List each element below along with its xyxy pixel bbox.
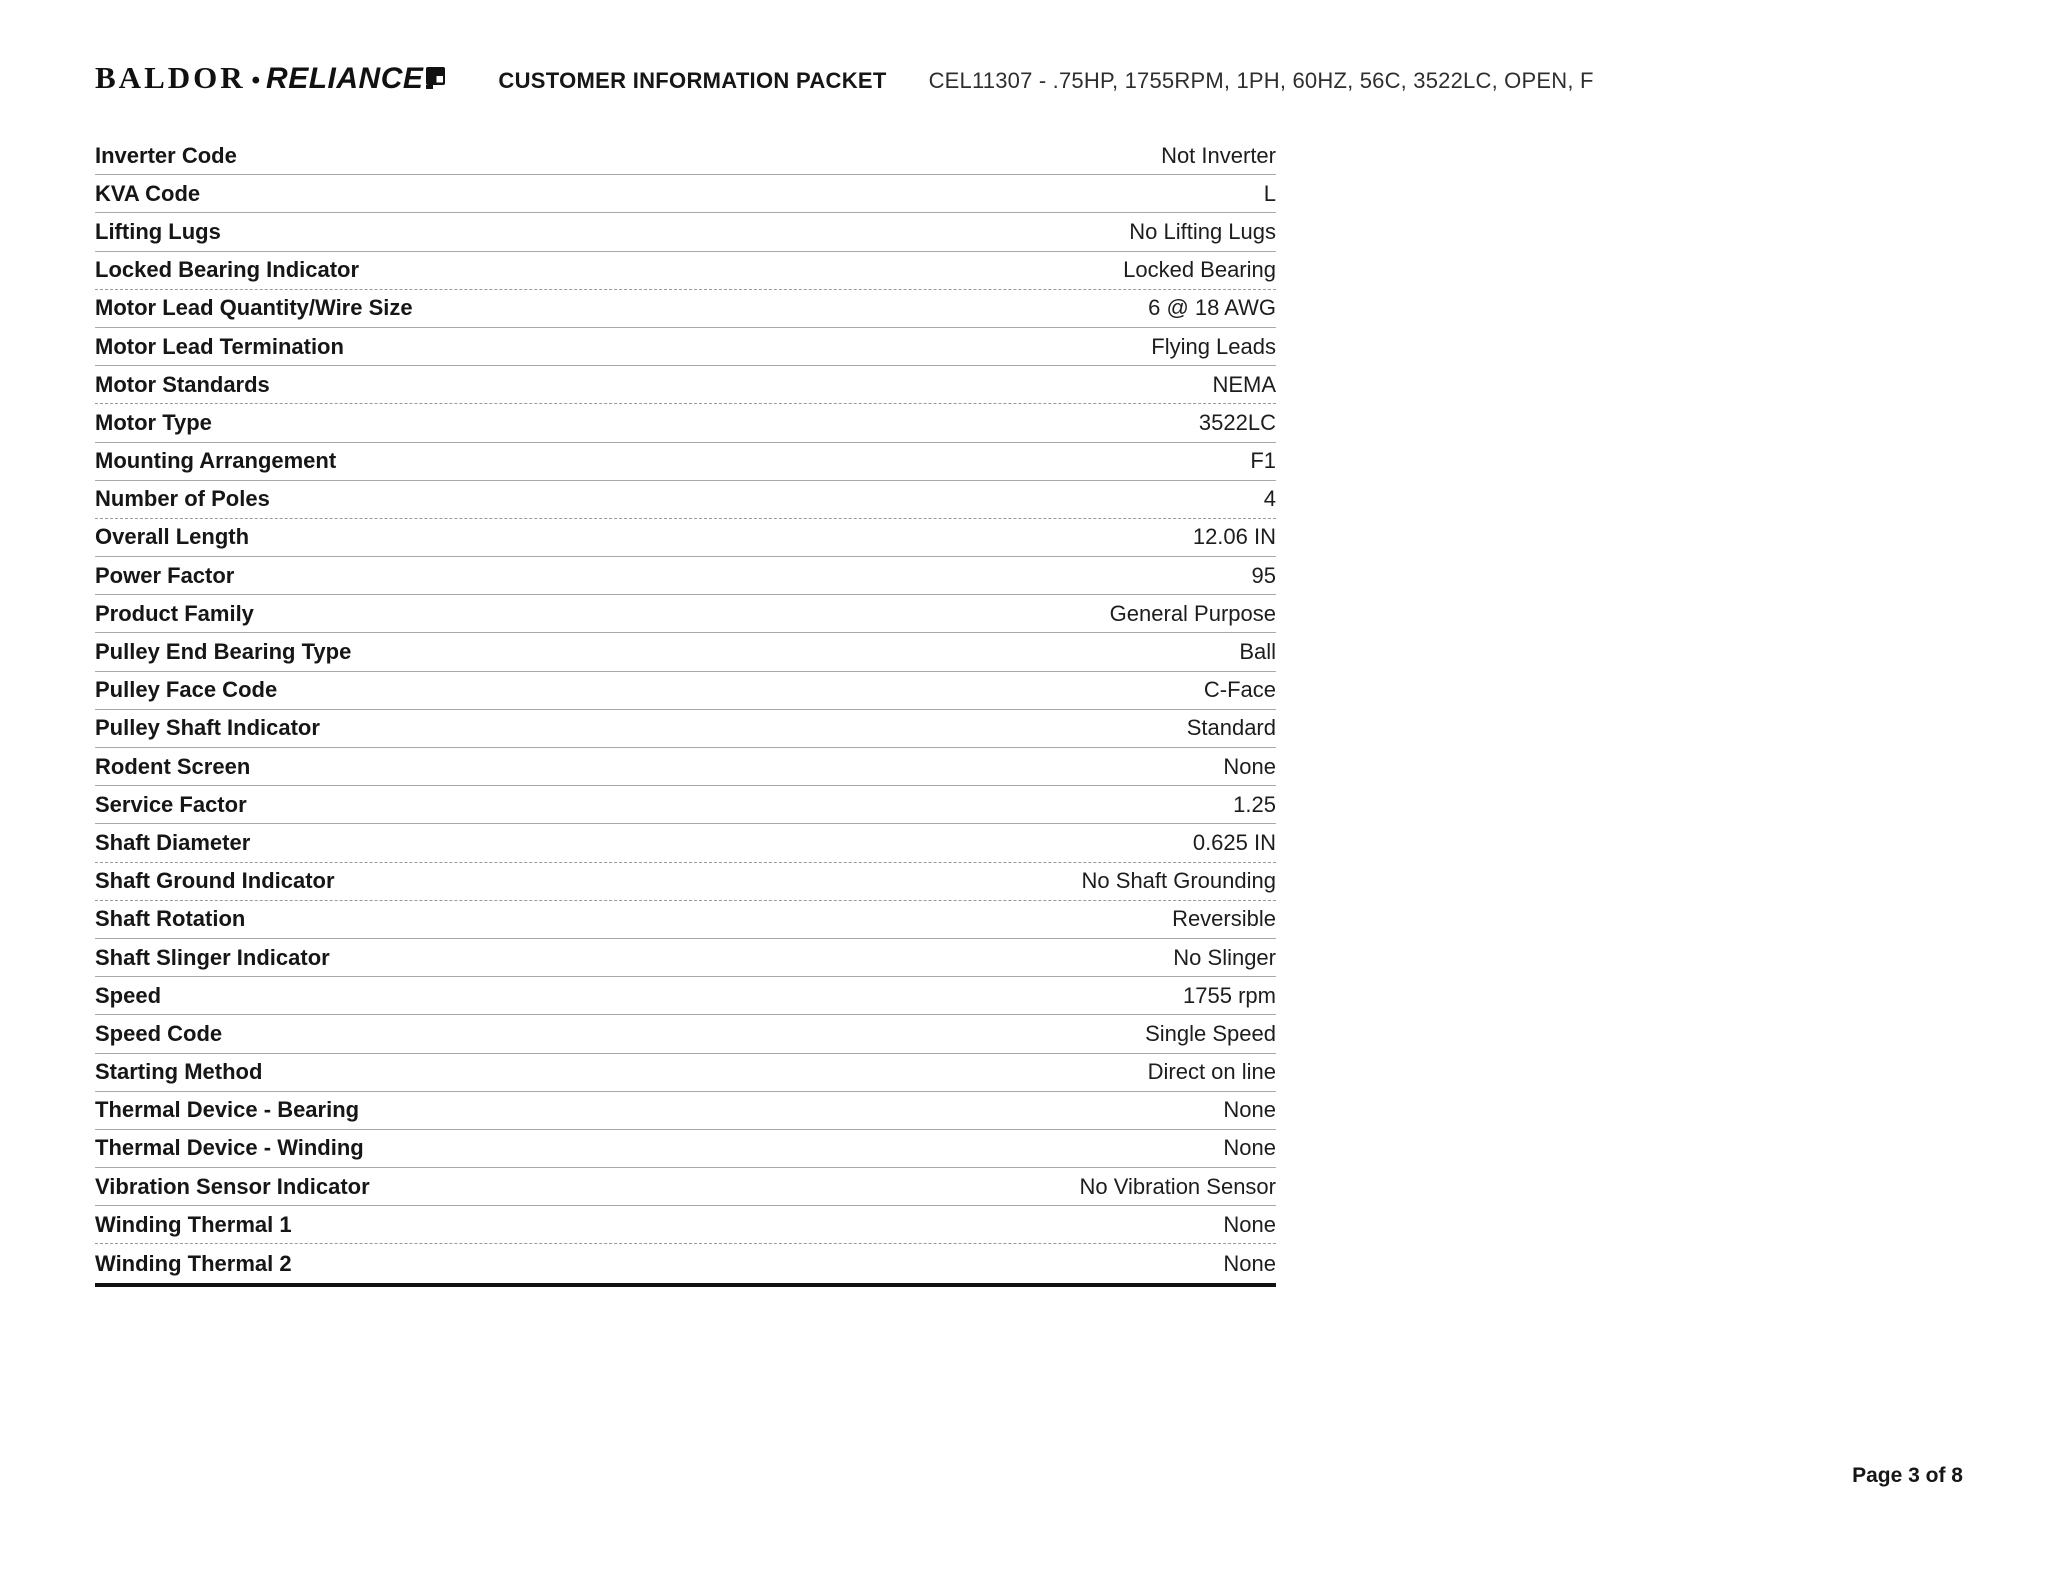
table-row [95,901,1276,939]
table-row [95,939,1276,977]
table-row [95,328,1276,366]
table-row [95,366,1276,404]
spec-value: Ball [1239,639,1276,665]
page-number: Page 3 of 8 [1852,1464,1963,1487]
spec-value: Standard [1186,715,1276,741]
spec-label: Thermal Device - Bearing [95,1097,360,1123]
spec-label: Vibration Sensor Indicator [95,1173,370,1199]
spec-value: Not Inverter [1161,142,1276,168]
spec-label: Motor Standards [95,371,270,397]
spec-value: 0.625 IN [1192,829,1276,855]
spec-label: Starting Method [95,1059,263,1085]
baldor-reliance-logo [95,60,446,96]
spec-label: KVA Code [95,180,201,206]
table-row [95,863,1276,901]
spec-value: None [1223,1211,1276,1237]
spec-value: 3522LC [1198,409,1276,435]
spec-value: 6 @ 18 AWG [1148,295,1276,321]
table-row [95,672,1276,710]
spec-value: None [1223,1250,1276,1276]
spec-label: Mounting Arrangement [95,448,337,474]
spec-label: Product Family [95,600,254,626]
spec-label: Motor Type [95,409,212,435]
spec-value: F1 [1250,448,1276,474]
spec-value: No Lifting Lugs [1129,218,1276,244]
document-title: CUSTOMER INFORMATION PACKET [498,68,887,93]
table-row [95,1168,1276,1206]
spec-label: Overall Length [95,524,250,550]
spec-value: 1755 rpm [1183,982,1276,1008]
spec-value: No Vibration Sensor [1079,1173,1276,1199]
spec-value: 1.25 [1233,791,1276,817]
spec-label: Pulley Face Code [95,677,278,703]
spec-label: Winding Thermal 2 [95,1250,292,1276]
logo-reliance-text: RELIANCE [266,62,424,95]
spec-label: Motor Lead Quantity/Wire Size [95,295,413,321]
spec-label: Inverter Code [95,142,237,168]
spec-value: Flying Leads [1151,333,1276,359]
spec-label: Pulley End Bearing Type [95,639,352,665]
spec-value: 4 [1263,486,1276,512]
table-row [95,481,1276,519]
table-row [95,557,1276,595]
table-row [95,824,1276,862]
table-row [95,175,1276,213]
spec-value: Locked Bearing [1123,257,1276,283]
reliance-flag-icon [426,65,446,96]
spec-value: No Slinger [1173,944,1276,970]
table-row [95,977,1276,1015]
spec-value: None [1223,1135,1276,1161]
spec-label: Pulley Shaft Indicator [95,715,320,741]
spec-label: Locked Bearing Indicator [95,257,360,283]
spec-value: No Shaft Grounding [1081,868,1276,894]
table-row [95,1092,1276,1130]
spec-value: Single Speed [1145,1020,1276,1046]
spec-value: General Purpose [1109,600,1276,626]
document-subtitle: CEL11307 - .75HP, 1755RPM, 1PH, 60HZ, 56C, 3522LC, OPEN, F [928,68,1594,93]
spec-label: Shaft Diameter [95,829,251,855]
spec-label: Shaft Ground Indicator [95,868,335,894]
table-row [95,290,1276,328]
spec-label: Motor Lead Termination [95,333,344,359]
table-row [95,519,1276,557]
table-row [95,1206,1276,1244]
table-row [95,786,1276,824]
spec-label: Power Factor [95,562,235,588]
spec-label: Lifting Lugs [95,218,221,244]
spec-label: Shaft Slinger Indicator [95,944,330,970]
spec-label: Thermal Device - Winding [95,1135,364,1161]
table-row [95,137,1276,175]
page-header [95,60,1594,96]
table-row [95,1015,1276,1053]
table-row [95,633,1276,671]
table-row [95,443,1276,481]
table-row [95,595,1276,633]
spec-value: 12.06 IN [1192,524,1276,550]
table-row [95,710,1276,748]
logo-baldor-text: BALDOR [95,60,246,95]
table-row [95,1130,1276,1168]
table-row [95,404,1276,442]
table-row [95,748,1276,786]
spec-table [95,137,1276,1287]
spec-value: L [1263,180,1276,206]
spec-label: Winding Thermal 1 [95,1211,292,1237]
table-row [95,1244,1276,1282]
spec-value: None [1223,1097,1276,1123]
spec-label: Service Factor [95,791,247,817]
spec-value: Direct on line [1147,1059,1276,1085]
table-row [95,252,1276,290]
spec-label: Shaft Rotation [95,906,246,932]
spec-label: Rodent Screen [95,753,251,779]
spec-label: Speed Code [95,1020,223,1046]
table-row [95,213,1276,251]
spec-label: Number of Poles [95,486,270,512]
spec-value: C-Face [1203,677,1276,703]
spec-value: NEMA [1212,371,1276,397]
spec-value: 95 [1251,562,1276,588]
table-row [95,1054,1276,1092]
logo-dot-separator: • [251,67,261,94]
spec-value: Reversible [1172,906,1276,932]
spec-value: None [1223,753,1276,779]
spec-label: Speed [95,982,162,1008]
